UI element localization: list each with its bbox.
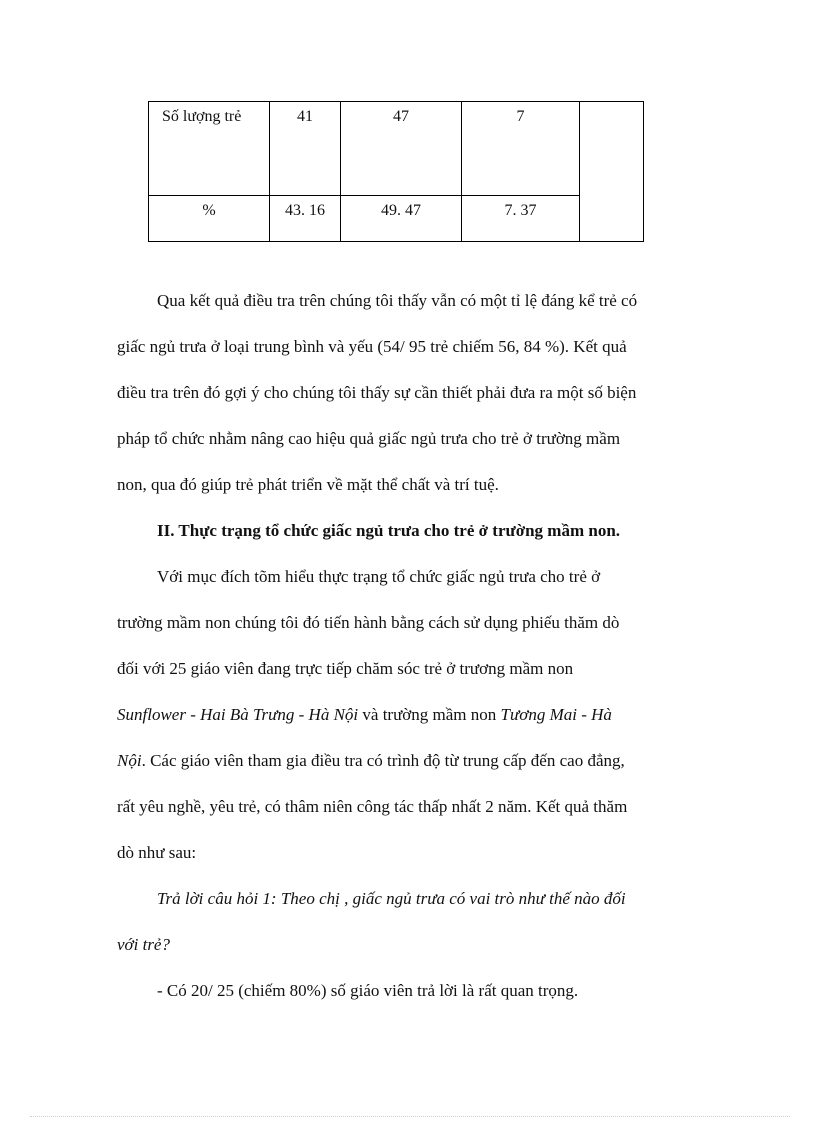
page-bottom-border xyxy=(30,1116,790,1117)
cell-average-count: 47 xyxy=(341,102,462,196)
paragraph-survey-result xyxy=(117,278,692,508)
text-line: - Có 20/ 25 (chiếm 80%) số giáo viên trả lời là rất quan trọng. xyxy=(157,981,579,1000)
text-line: dò như sau: xyxy=(117,843,197,862)
row-label-percent: % xyxy=(149,196,270,242)
table-row xyxy=(149,196,644,242)
text-line: Qua kết quả điều tra trên chúng tôi thấy vẫn có một tỉ lệ đáng kể trẻ có xyxy=(157,291,638,310)
cell-good-count: 41 xyxy=(270,102,341,196)
question-1 xyxy=(117,876,692,968)
text-line: rất yêu nghề, yêu trẻ, có thâm niên công tác thấp nhất 2 năm. Kết quả thăm xyxy=(117,797,628,816)
cell-weak-percent: 7. 37 xyxy=(462,196,580,242)
text-line: Với mục đích tõm hiểu thực trạng tổ chức giấc ngủ trưa cho trẻ ở xyxy=(157,567,601,586)
text-line: điều tra trên đó gợi ý cho chúng tôi thấy sự cần thiết phải đưa ra một số biện xyxy=(117,383,637,402)
text-line xyxy=(117,738,692,784)
text-line: non, qua đó giúp trẻ phát triển về mặt thể chất và trí tuệ. xyxy=(117,475,499,494)
heading-text: II. Thực trạng tổ chức giấc ngủ trưa cho trẻ ở trường mầm non. xyxy=(157,521,621,540)
cell-average-percent: 49. 47 xyxy=(341,196,462,242)
text-line: trường mầm non chúng tôi đó tiến hành bằng cách sử dụng phiếu thăm dò xyxy=(117,613,620,632)
paragraph-survey-method xyxy=(117,554,692,876)
table-row xyxy=(149,102,644,196)
cell-good-percent: 43. 16 xyxy=(270,196,341,242)
school-name: Tương Mai - Hà xyxy=(500,705,612,724)
text-line: đối với 25 giáo viên đang trực tiếp chăm sóc trẻ ở trương mầm non xyxy=(117,659,574,678)
text-line: Trả lời câu hỏi 1: Theo chị , giấc ngủ trưa có vai trò như thế nào đối xyxy=(157,889,626,908)
text-line xyxy=(117,692,692,738)
section-heading xyxy=(117,508,692,554)
answer-1 xyxy=(117,968,692,1014)
text-fragment: . Các giáo viên tham gia điều tra có trình độ từ trung cấp đến cao đẳng, xyxy=(141,751,625,770)
school-name-end: Nội xyxy=(117,751,142,770)
school-name: Sunflower - Hai Bà Trưng - Hà Nội xyxy=(117,705,359,724)
text-line: với trẻ? xyxy=(117,935,170,954)
row-label-children-count: Số lượng trẻ xyxy=(149,102,270,196)
empty-cell xyxy=(580,102,644,242)
text-line: pháp tổ chức nhằm nâng cao hiệu quả giấc ngủ trưa cho trẻ ở trường mầm xyxy=(117,429,621,448)
text-line: giấc ngủ trưa ở loại trung bình và yếu (54/ 95 trẻ chiếm 56, 84 %). Kết quả xyxy=(117,337,627,356)
text-fragment: và trường mầm non xyxy=(358,705,501,724)
cell-weak-count: 7 xyxy=(462,102,580,196)
results-table xyxy=(148,101,644,242)
